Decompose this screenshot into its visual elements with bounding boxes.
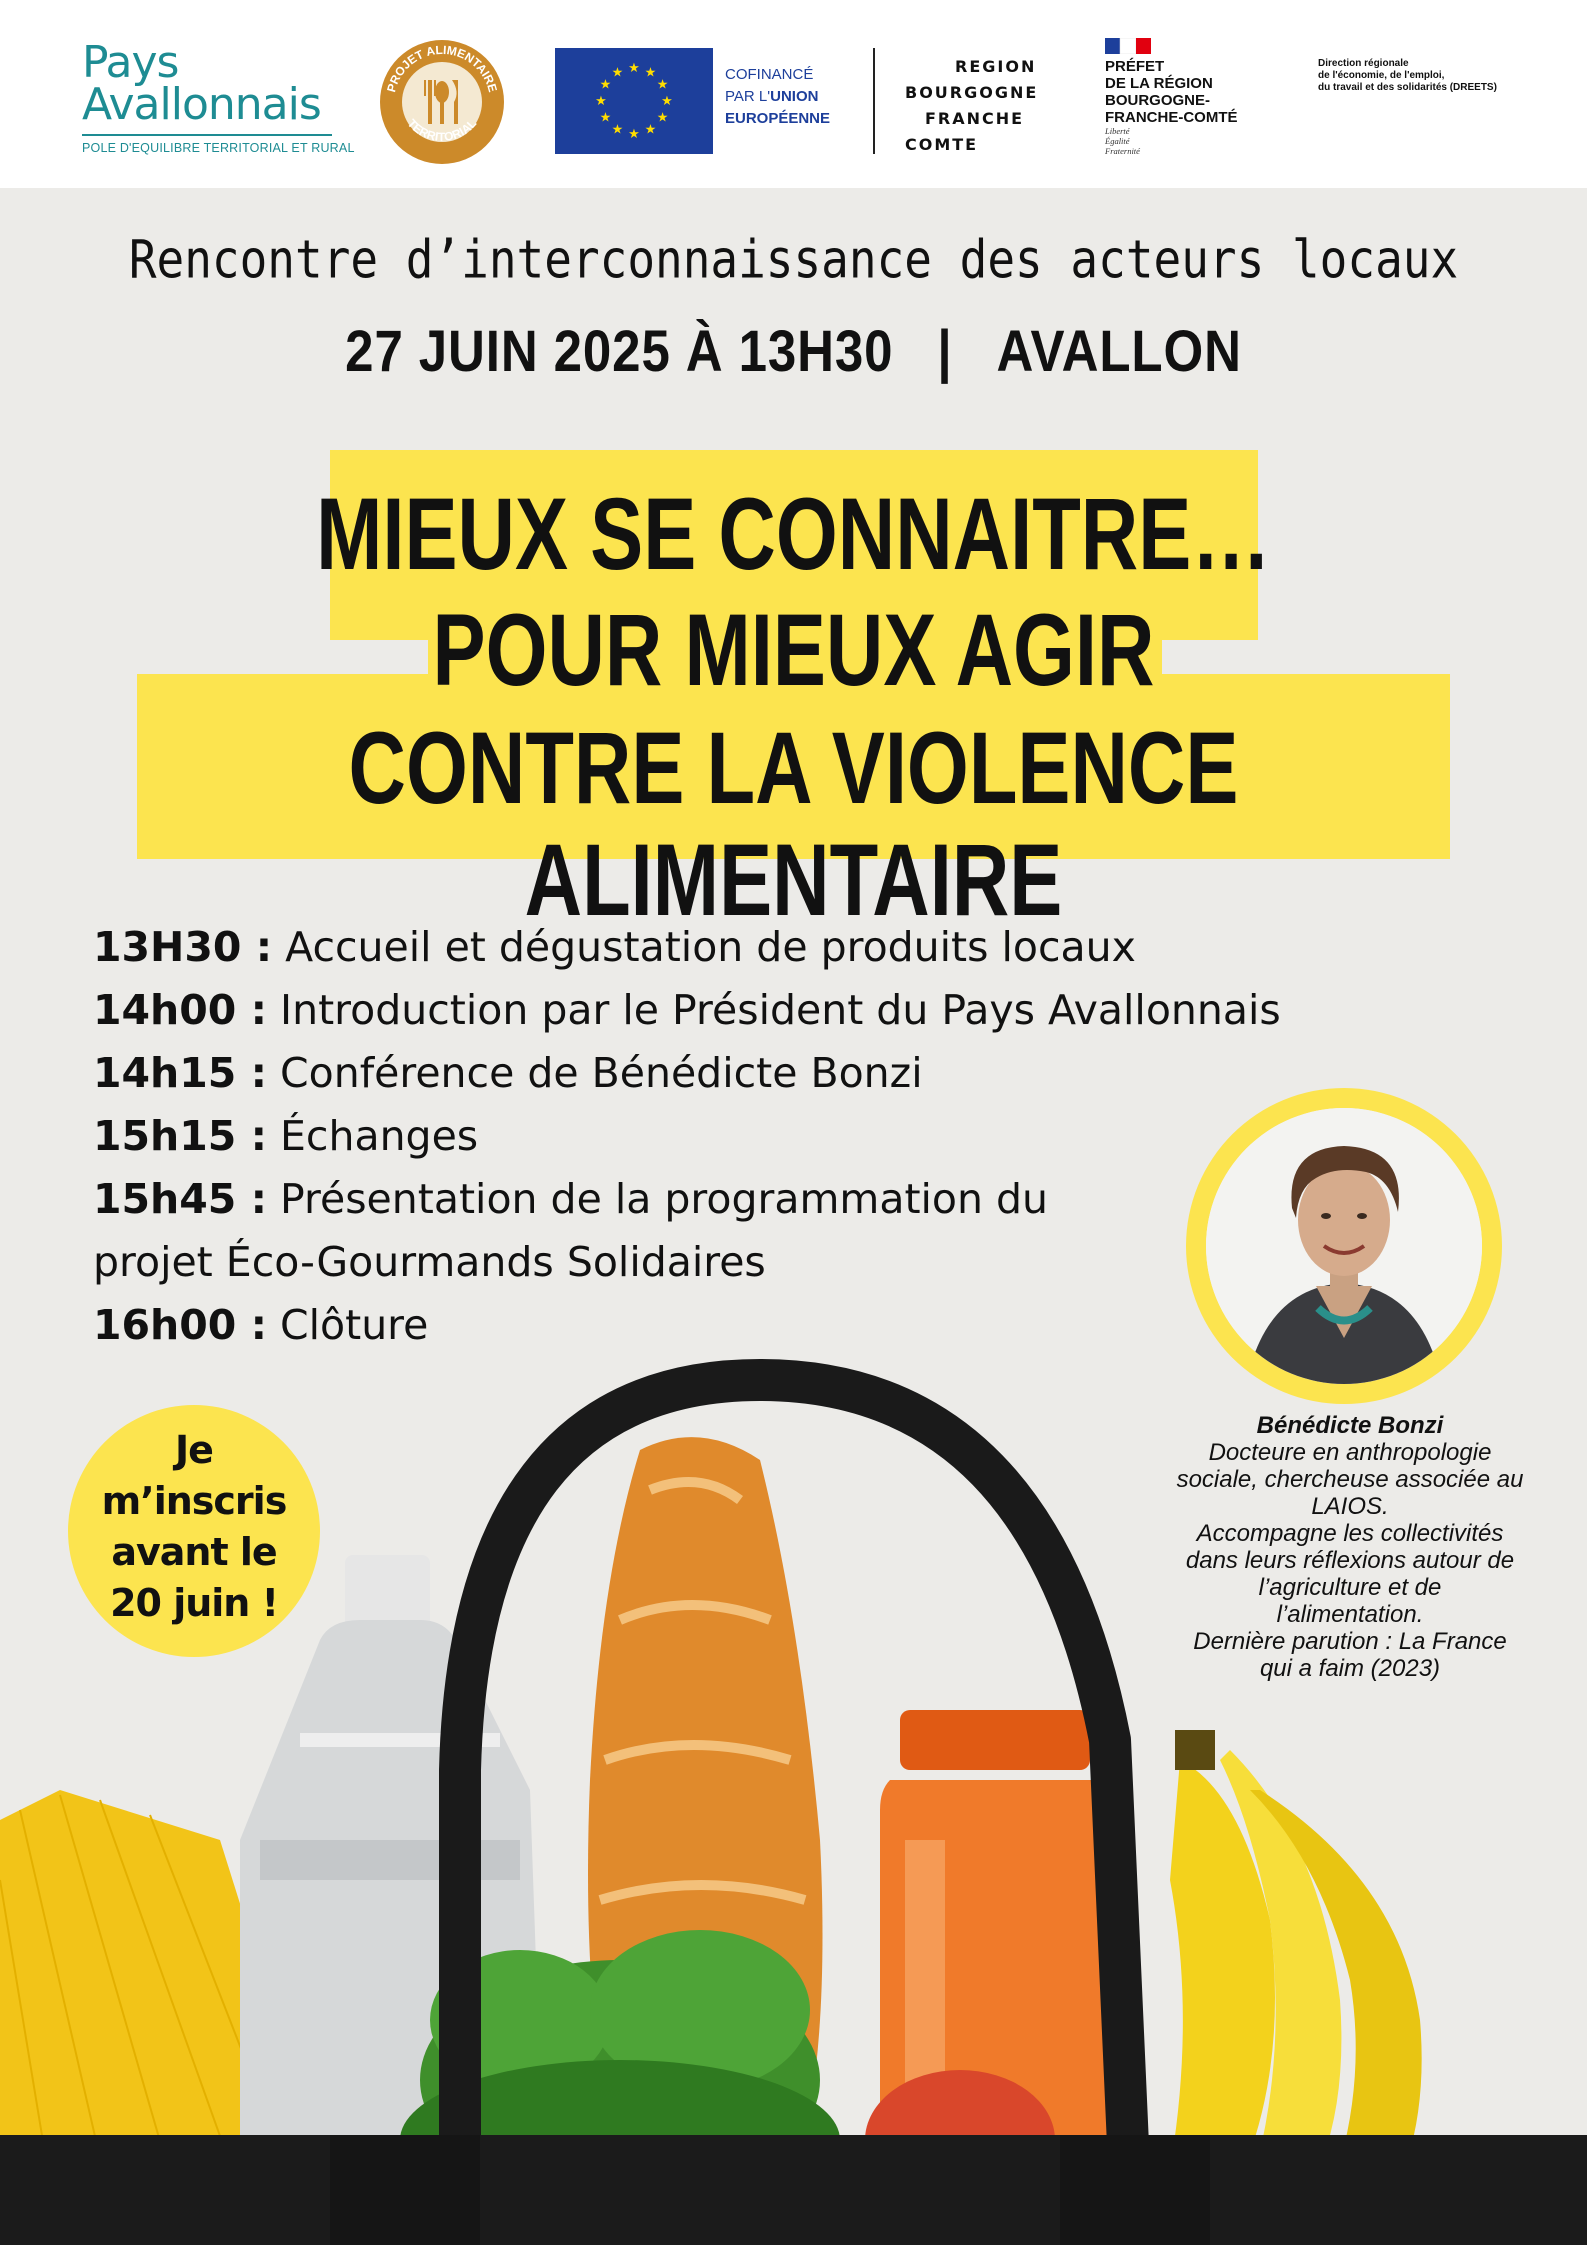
- schedule-row: [93, 1231, 1293, 1294]
- schedule-row: [93, 1105, 1293, 1168]
- schedule-row: [93, 1294, 1293, 1357]
- projet-alimentaire-territorial-logo: [380, 40, 504, 164]
- pat-logo-ring-text: [380, 40, 504, 164]
- eu-star-icon: ★: [611, 64, 624, 80]
- headline-line-2: POUR MIEUX AGIR: [432, 593, 1155, 707]
- prefet-motto: [1105, 126, 1140, 156]
- eu-star-icon: ★: [599, 76, 612, 92]
- motto-egalite: Égalité: [1105, 136, 1130, 146]
- speaker-bio: [1150, 1412, 1550, 1682]
- schedule-row: [93, 1168, 1293, 1231]
- badge-line: m’inscris: [101, 1479, 287, 1523]
- logo-underline: [82, 134, 332, 136]
- schedule-text: Clôture: [266, 1301, 429, 1349]
- schedule-text: Introduction par le Président du Pays Avallonnais: [266, 986, 1281, 1034]
- logo-subtitle: POLE D'EQUILIBRE TERRITORIAL ET RURAL: [82, 141, 355, 155]
- headline-line-3: CONTRE LA VIOLENCE ALIMENTAIRE: [348, 711, 1239, 937]
- eu-star-icon: ★: [644, 64, 657, 80]
- speaker-name: Bénédicte Bonzi: [1256, 1412, 1444, 1439]
- event-place: AVALLON: [996, 319, 1242, 384]
- region-line-4: COMTE: [905, 135, 979, 154]
- logo-line-2: Avallonnais: [82, 79, 321, 130]
- speaker-bio-line: Docteure en anthropologie: [1208, 1439, 1492, 1466]
- event-date: 27 JUIN 2025 À 13H30: [345, 319, 894, 384]
- marianne-flag-icon: [1105, 38, 1151, 54]
- region-bfc-logo: [905, 54, 1038, 158]
- schedule-list: [93, 916, 1293, 1357]
- eu-star-icon: ★: [656, 76, 669, 92]
- bag-body: [0, 2135, 1587, 2245]
- schedule-time: 14h00 :: [93, 986, 267, 1034]
- badge-line: Je: [175, 1428, 213, 1472]
- schedule-text: Présentation de la programmation du: [266, 1175, 1049, 1223]
- eu-line-2-bold: UNION: [770, 88, 819, 105]
- eu-star-icon: ★: [599, 109, 612, 125]
- eu-star-icon: ★: [611, 121, 624, 137]
- schedule-text: Conférence de Bénédicte Bonzi: [266, 1049, 923, 1097]
- dreets-line-1: Direction régionale: [1318, 58, 1409, 69]
- svg-text:TERRITORIAL: [405, 116, 480, 144]
- speaker-bio-line: qui a faim (2023): [1259, 1655, 1441, 1682]
- eu-line-2: [725, 86, 830, 108]
- speaker-photo: [1206, 1108, 1482, 1384]
- schedule-time: 15h15 :: [93, 1112, 267, 1160]
- eu-star-icon: ★: [628, 60, 640, 75]
- eu-star-icon: ★: [644, 121, 657, 137]
- pat-logo-bottom-text: TERRITORIAL: [404, 116, 480, 144]
- schedule-row: [93, 979, 1293, 1042]
- speaker-portrait-icon: [1206, 1108, 1482, 1384]
- prefet-line-3: BOURGOGNE-: [1105, 92, 1210, 109]
- eu-star-icon: ★: [595, 93, 607, 108]
- eu-star-icon: ★: [656, 109, 669, 125]
- eu-cofinance-text: [725, 64, 830, 130]
- dreets-line-2: de l'économie, de l'emploi,: [1318, 70, 1445, 81]
- event-separator: |: [937, 319, 953, 384]
- event-subtitle: Rencontre d’interconnaissance des acteurs locaux: [128, 227, 1459, 291]
- speaker-bio-line: l’agriculture et de: [1258, 1574, 1442, 1601]
- bag-strap-right: [1060, 2135, 1210, 2245]
- eu-line-1: COFINANCÉ: [725, 66, 814, 83]
- speaker-bio-line: Accompagne les collectivités: [1196, 1520, 1504, 1547]
- region-line-3: FRANCHE: [925, 109, 1025, 128]
- speaker-bio-line: dans leurs réflexions autour de: [1185, 1547, 1515, 1574]
- schedule-time: 15h45 :: [93, 1175, 267, 1223]
- eu-line-2-prefix: PAR L': [725, 88, 771, 105]
- speaker-bio-line: Dernière parution : La France: [1193, 1628, 1507, 1655]
- prefet-line-2: DE LA RÉGION: [1105, 75, 1213, 92]
- headline-line-1: MIEUX SE CONNAITRE…: [316, 477, 1271, 591]
- motto-liberte: Liberté: [1105, 126, 1130, 136]
- registration-badge-text[interactable]: [68, 1425, 320, 1629]
- schedule-text: Accueil et dégustation de produits locaux: [272, 923, 1136, 971]
- eu-line-3: EUROPÉENNE: [725, 110, 831, 127]
- speaker-bio-line: sociale, chercheuse associée au: [1176, 1466, 1524, 1493]
- eu-star-icon: ★: [628, 126, 640, 141]
- prefet-logo: [1105, 58, 1238, 126]
- event-date-place: [95, 318, 1492, 385]
- speaker-bio-line: LAIOS.: [1311, 1493, 1389, 1520]
- prefet-line-1: PRÉFET: [1105, 58, 1165, 75]
- schedule-text: projet Éco-Gourmands Solidaires: [93, 1238, 766, 1286]
- dreets-logo: [1318, 58, 1497, 94]
- pat-logo-top-text: PROJET ALIMENTAIRE: [384, 42, 500, 94]
- badge-line: avant le: [111, 1530, 277, 1574]
- region-line-1: REGION: [955, 57, 1037, 76]
- region-line-2: BOURGOGNE: [905, 83, 1039, 102]
- pays-avallonnais-logo: [82, 37, 355, 155]
- eu-flag-icon: [555, 48, 713, 154]
- schedule-text: Échanges: [266, 1112, 479, 1160]
- svg-text:PROJET ALIMENTAIRE: [384, 43, 500, 94]
- logo-line-1: Pays: [82, 37, 179, 88]
- header-divider: [873, 48, 875, 154]
- schedule-row: [93, 916, 1293, 979]
- schedule-time: 14h15 :: [93, 1049, 267, 1097]
- schedule-row: [93, 1042, 1293, 1105]
- speaker-bio-line: l’alimentation.: [1276, 1601, 1424, 1628]
- eu-star-icon: ★: [661, 93, 673, 108]
- prefet-line-4: FRANCHE-COMTÉ: [1105, 109, 1238, 126]
- schedule-time: 13H30 :: [93, 923, 273, 971]
- dreets-line-3: du travail et des solidarités (DREETS): [1318, 82, 1497, 93]
- badge-line: 20 juin !: [110, 1581, 278, 1625]
- bag-strap-left: [330, 2135, 480, 2245]
- schedule-time: 16h00 :: [93, 1301, 267, 1349]
- motto-fraternite: Fraternité: [1105, 146, 1140, 156]
